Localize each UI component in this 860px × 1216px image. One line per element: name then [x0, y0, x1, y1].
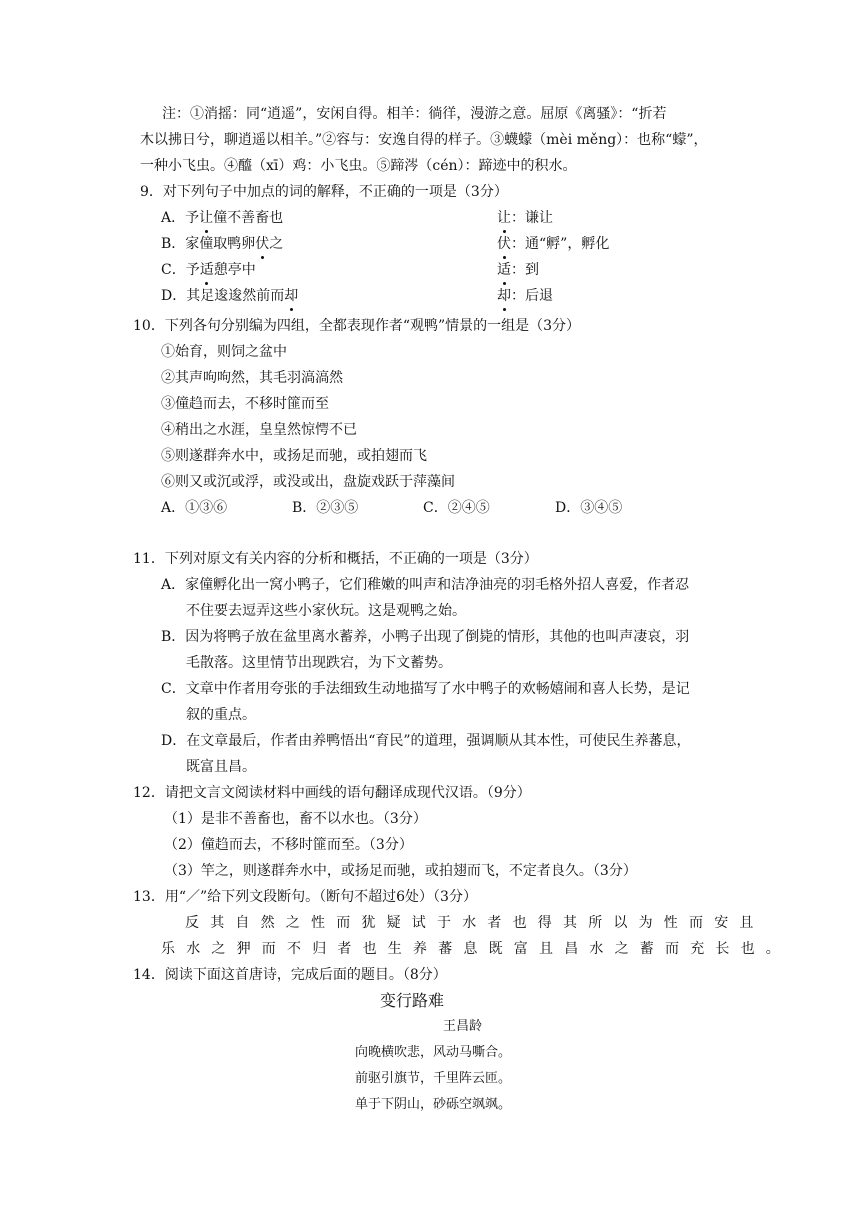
q9-explanation-d: 却：后退: [497, 288, 553, 304]
q10-sentence-2: ②其声呴呴然，其毛羽滈滈然: [161, 370, 343, 386]
q11-option-c-line2: 叙的重点。: [186, 707, 256, 723]
poem-line-2: 前驱引旗节，千里阵云匝。: [355, 1071, 512, 1086]
q13-stem: 13．用“／”给下列文段断句。（断句不超过6处）（3分）: [133, 889, 477, 905]
q10-sentence-4: ④稍出之水涯，皇皇然惊愕不已: [161, 422, 357, 438]
q11-option-b-line2: 毛散落。这里情节出现跌宕，为下文蓄势。: [186, 655, 452, 671]
q14-stem: 14．阅读下面这首唐诗，完成后面的题目。（8分）: [133, 967, 447, 983]
poem-title: 变行路难: [380, 991, 445, 1010]
emphasis-dot-char: 让: [199, 210, 214, 226]
q10-option-b: B．②③⑤: [292, 500, 359, 516]
q12-stem: 12．请把文言文阅读材料中画线的语句翻译成现代汉语。（9分）: [133, 785, 531, 801]
q12-sentence-3: （3）竿之，则遂群奔水中，或扬足而驰，或拍翅而飞，不定者良久。（3分）: [164, 863, 637, 879]
q10-stem: 10．下列各句分别编为四组，全都表现作者“观鸭”情景的一组是（3分）: [133, 318, 581, 334]
q12-sentence-1: （1）是非不善畜也，畜不以水也。（3分）: [164, 811, 427, 827]
emphasis-dot-char: 却: [284, 288, 299, 304]
note-line-1: 注：①消摇：同“逍遥”，安闲自得。相羊：徜徉，漫游之意。屈原《离骚》：“折若: [162, 106, 667, 122]
q13-passage-line1: 反其自然之性而犹疑试于水者也得其所以为性而安且: [185, 915, 765, 931]
q11-option-a-line2: 不住要去逗弄这些小家伙玩。这是观鸭之始。: [186, 603, 466, 619]
q10-option-c: C．②④⑤: [423, 500, 490, 516]
q9-explanation-b: 伏：通“孵”，孵化: [497, 236, 610, 252]
q9-explanation-a: 让：谦让: [497, 210, 553, 226]
q10-option-a: A．①③⑥: [161, 500, 228, 516]
q11-stem: 11．下列对原文有关内容的分析和概括，不正确的一项是（3分）: [133, 551, 538, 567]
q9-stem: 9．对下列句子中加点的词的解释，不正确的一项是（3分）: [140, 184, 508, 200]
q11-option-c-line1: C．文章中作者用夸张的手法细致生动地描写了水中鸭子的欢畅嬉闹和喜人长势，是记: [161, 681, 690, 697]
q9-option-c: C．予适憩亭中: [161, 262, 256, 278]
q10-sentence-3: ③僮趋而去，不移时篚而至: [161, 396, 329, 412]
poem-line-1: 向晚横吹悲，风动马嘶合。: [355, 1045, 512, 1060]
q11-option-a-line1: A．家僮孵化出一窝小鸭子，它们稚嫩的叫声和洁净油亮的羽毛格外招人喜爱，作者忍: [161, 577, 690, 593]
q9-explanation-c: 适：到: [497, 262, 539, 278]
q11-option-d-line1: D．在文章最后，作者由养鸭悟出“育民”的道理，强调顺从其本性，可使民生养蕃息，: [161, 733, 691, 749]
q10-option-d: D．③④⑤: [555, 500, 623, 516]
emphasis-dot-char: 适: [199, 262, 214, 278]
note-line-2: 木以拂日兮，聊逍遥以相羊。”②容与：安逸自得的样子。③蠛蠓（mèi měng）：也称“蠓”，: [140, 132, 708, 148]
note-line-3: 一种小飞虫。④醯（xī）鸡：小飞虫。⑤蹄涔（cén）：蹄迹中的积水。: [140, 158, 577, 174]
q12-sentence-2: （2）僮趋而去，不移时篚而至。（3分）: [164, 837, 413, 853]
poem-author: 王昌龄: [443, 1019, 483, 1034]
q10-sentence-1: ①始育，则饲之盆中: [161, 344, 287, 360]
q11-option-b-line1: B．因为将鸭子放在盆里离水蓄养，小鸭子出现了倒毙的情形，其他的也叫声凄哀，羽: [161, 629, 690, 645]
q11-option-d-line2: 既富且昌。: [186, 759, 256, 775]
q9-option-b: B．家僮取鸭卵伏之: [161, 236, 284, 252]
q9-option-d: D．其足逡逡然前而却: [161, 288, 299, 304]
q9-option-a: A．予让僮不善畜也: [161, 210, 284, 226]
emphasis-dot-char: 伏: [255, 236, 270, 252]
q13-passage-line2: 乐水之狎而不归者也生养蕃息既富且昌水之蓄而充长也。: [161, 941, 791, 957]
poem-line-3: 单于下阴山，砂砾空飒飒。: [355, 1097, 512, 1112]
q10-sentence-5: ⑤则遂群奔水中，或扬足而驰，或拍翅而飞: [161, 448, 427, 464]
q10-sentence-6: ⑥则又或沉或浮，或没或出，盘旋戏跃于萍藻间: [161, 474, 455, 490]
